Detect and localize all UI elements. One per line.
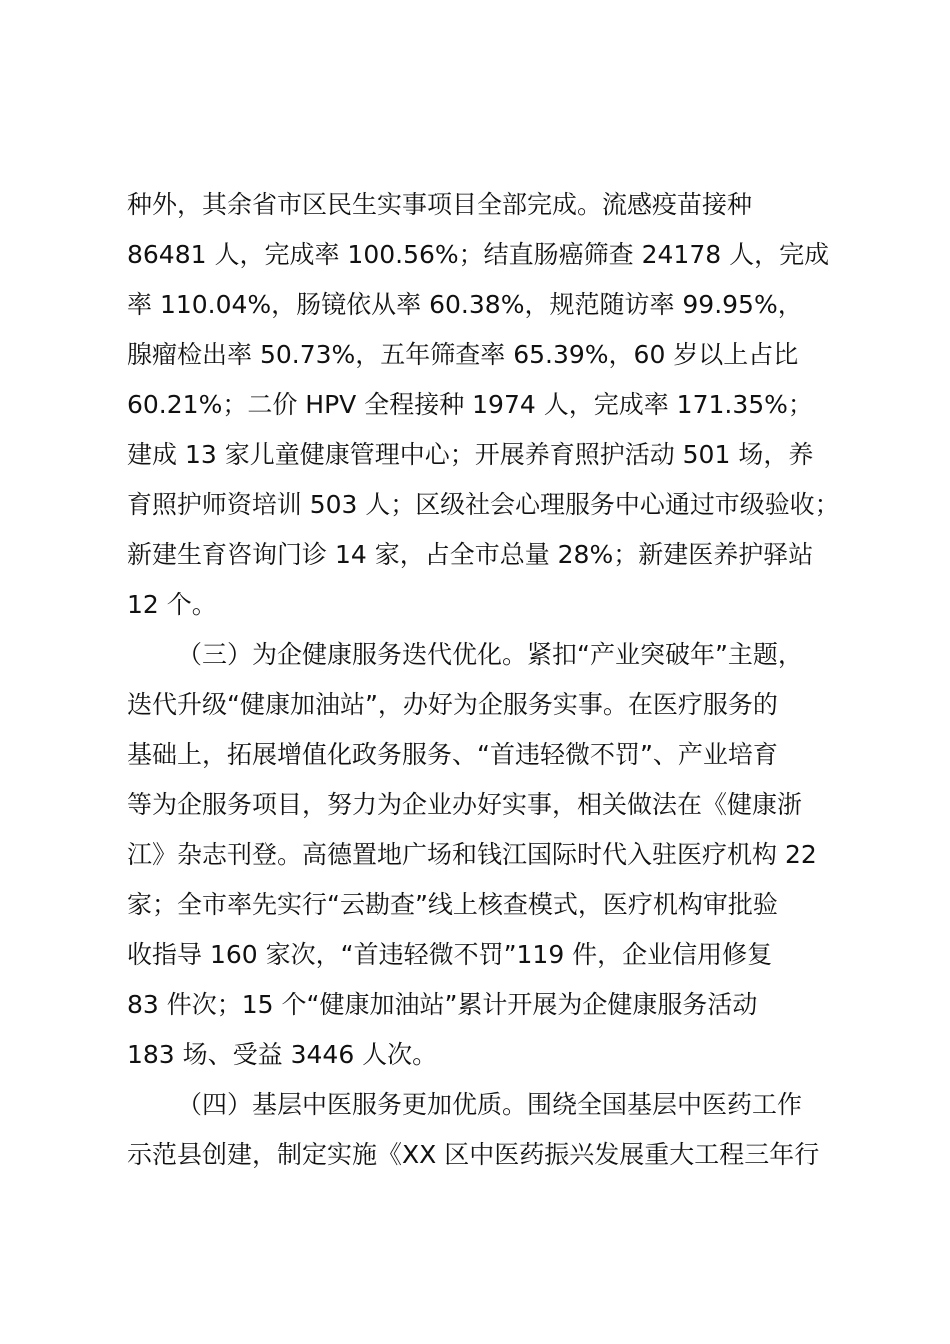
text-line: 迭代升级“健康加油站”，办好为企服务实事。在医疗服务的 <box>127 690 778 719</box>
text-line: 新建生育咨询门诊 14 家，占全市总量 28%；新建医养护驿站 <box>127 540 814 569</box>
text-line: 收指导 160 家次，“首违轻微不罚”119 件，企业信用修复 <box>127 940 773 969</box>
text-line: 育照护师资培训 503 人；区级社会心理服务中心通过市级验收； <box>127 490 840 519</box>
text-line: 家；全市率先实行“云勘查”线上核查模式，医疗机构审批验 <box>127 890 778 919</box>
text-line: 等为企服务项目，努力为企业办好实事，相关做法在《健康浙 <box>127 790 803 819</box>
text-line: 83 件次；15 个“健康加油站”累计开展为企健康服务活动 <box>127 990 758 1019</box>
text-line: 江》杂志刊登。高德置地广场和钱江国际时代入驻医疗机构 22 <box>127 840 817 869</box>
text-line: 86481 人，完成率 100.56%；结直肠癌筛查 24178 人，完成 <box>127 240 830 269</box>
text-line: 种外，其余省市区民生实事项目全部完成。流感疫苗接种 <box>127 190 753 219</box>
text-line: 12 个。 <box>127 590 217 619</box>
text-line: 率 110.04%，肠镜依从率 60.38%，规范随访率 99.95%， <box>127 290 803 319</box>
section-heading-line: （四）基层中医服务更加优质。围绕全国基层中医药工作 <box>177 1090 803 1119</box>
text-line: 建成 13 家儿童健康管理中心；开展养育照护活动 501 场，养 <box>127 440 814 469</box>
section-heading-line: （三）为企健康服务迭代优化。紧扣“产业突破年”主题， <box>177 640 803 669</box>
text-line: 腺瘤检出率 50.73%，五年筛查率 65.39%，60 岁以上占比 <box>127 340 799 369</box>
text-line: 基础上，拓展增值化政务服务、“首违轻微不罚”、产业培育 <box>127 740 778 769</box>
text-line: 60.21%；二价 HPV 全程接种 1974 人，完成率 171.35%； <box>127 390 813 419</box>
text-line: 示范县创建，制定实施《XX 区中医药振兴发展重大工程三年行 <box>127 1140 820 1169</box>
text-line: 183 场、受益 3446 人次。 <box>127 1040 438 1069</box>
